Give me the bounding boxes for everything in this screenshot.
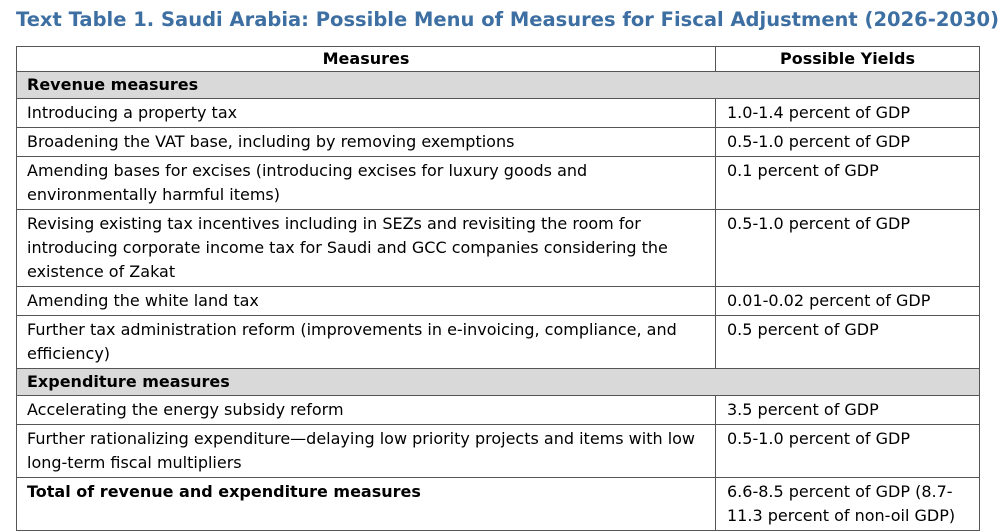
yield-cell: 3.5 percent of GDP [716,396,980,425]
measure-cell: Further rationalizing expenditure—delaying low priority projects and items with low long-term fiscal multipliers [17,425,716,478]
table-row [17,287,980,316]
yield-cell: 1.0-1.4 percent of GDP [716,99,980,128]
table-row [17,210,980,287]
header-row [17,47,980,72]
measure-cell: Revising existing tax incentives including in SEZs and revisiting the room for introducing corporate income tax for Saudi and GCC companies considering the existence of Zakat [17,210,716,287]
yield-cell: 0.01-0.02 percent of GDP [716,287,980,316]
table-title: Text Table 1. Saudi Arabia: Possible Menu of Measures for Fiscal Adjustment (2026-2030) [16,8,1000,31]
section-label-revenue: Revenue measures [17,72,980,99]
total-label: Total of revenue and expenditure measures [17,478,716,531]
yield-cell: 0.5-1.0 percent of GDP [716,128,980,157]
table-row [17,157,980,210]
table-row [17,99,980,128]
yield-cell: 0.5-1.0 percent of GDP [716,210,980,287]
table-row [17,316,980,369]
yield-cell: 0.5-1.0 percent of GDP [716,425,980,478]
measures-table [16,46,980,531]
section-row-expenditure [17,369,980,396]
yield-cell: 0.5 percent of GDP [716,316,980,369]
header-possible-yields: Possible Yields [716,47,980,72]
measure-cell: Introducing a property tax [17,99,716,128]
measure-cell: Accelerating the energy subsidy reform [17,396,716,425]
table-row [17,128,980,157]
table-row [17,396,980,425]
total-yield: 6.6-8.5 percent of GDP (8.7-11.3 percent of non-oil GDP) [716,478,980,531]
fiscal-measures-document [16,6,1000,525]
total-row [17,478,980,531]
yield-cell: 0.1 percent of GDP [716,157,980,210]
measure-cell: Amending bases for excises (introducing excises for luxury goods and environmentally harmful items) [17,157,716,210]
section-label-expenditure: Expenditure measures [17,369,980,396]
measure-cell: Amending the white land tax [17,287,716,316]
header-measures: Measures [17,47,716,72]
section-row-revenue [17,72,980,99]
measure-cell: Broadening the VAT base, including by removing exemptions [17,128,716,157]
table-row [17,425,980,478]
measure-cell: Further tax administration reform (improvements in e-invoicing, compliance, and efficiency) [17,316,716,369]
